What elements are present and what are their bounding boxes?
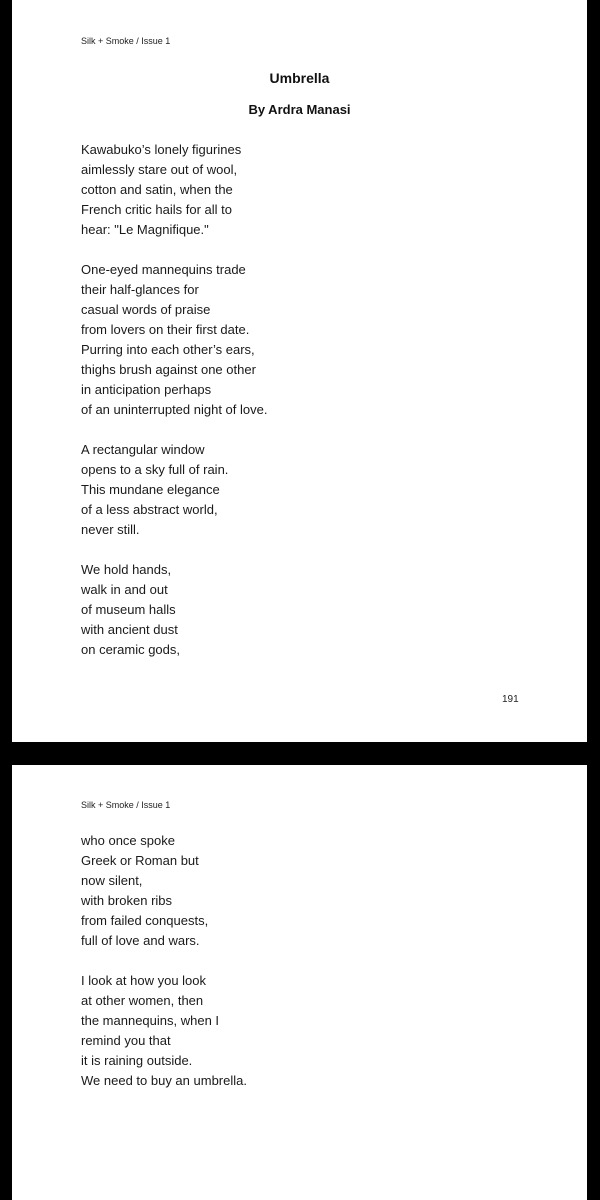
poem-line: I look at how you look [81, 973, 207, 988]
page-191 [12, 0, 587, 742]
poem-line: We hold hands, [81, 562, 172, 577]
poem-line: with broken ribs [81, 893, 173, 908]
poem-line: full of love and wars. [81, 933, 200, 948]
poem-line: aimlessly stare out of wool, [81, 162, 238, 177]
poem-line: We need to buy an umbrella. [81, 1073, 247, 1088]
poem-body [81, 140, 267, 680]
stanza-5 [81, 831, 247, 951]
poem-title: Umbrella [269, 70, 330, 86]
poem-line: A rectangular window [81, 442, 205, 457]
stanza-2 [81, 260, 267, 420]
poem-line: walk in and out [81, 582, 168, 597]
poem-line: with ancient dust [81, 622, 178, 637]
poem-line: never still. [81, 522, 140, 537]
poem-line: Kawabuko’s lonely figurines [81, 142, 242, 157]
stanza-3 [81, 440, 267, 540]
poem-line: One-eyed mannequins trade [81, 262, 246, 277]
poem-line: at other women, then [81, 993, 204, 1008]
poem-line: of a less abstract world, [81, 502, 218, 517]
poem-line: remind you that [81, 1033, 171, 1048]
stanza-4 [81, 560, 267, 660]
poem-line: French critic hails for all to [81, 202, 232, 217]
poem-line: opens to a sky full of rain. [81, 462, 229, 477]
poem-line: in anticipation perhaps [81, 382, 212, 397]
stanza-1 [81, 140, 267, 240]
poem-body [81, 831, 247, 1111]
poem-line: from failed conquests, [81, 913, 209, 928]
poem-line: on ceramic gods, [81, 642, 180, 657]
stanza-6 [81, 971, 247, 1091]
poem-line: from lovers on their first date. [81, 322, 250, 337]
poem-line: who once spoke [81, 833, 175, 848]
running-header: Silk + Smoke / Issue 1 [81, 800, 171, 810]
page-192 [12, 765, 587, 1200]
poem-line: now silent, [81, 873, 143, 888]
poem-line: cotton and satin, when the [81, 182, 233, 197]
poem-line: Purring into each other’s ears, [81, 342, 255, 357]
poem-line: their half-glances for [81, 282, 199, 297]
running-header: Silk + Smoke / Issue 1 [81, 36, 171, 46]
poem-line: thighs brush against one other [81, 362, 256, 377]
poem-author: By Ardra Manasi [248, 102, 351, 117]
page-number: 191 [502, 694, 519, 705]
poem-line: hear: "Le Magnifique." [81, 222, 209, 237]
poem-line: the mannequins, when I [81, 1013, 220, 1028]
poem-line: Greek or Roman but [81, 853, 199, 868]
poem-line: it is raining outside. [81, 1053, 193, 1068]
poem-line: casual words of praise [81, 302, 211, 317]
poem-line: of an uninterrupted night of love. [81, 402, 268, 417]
poem-line: This mundane elegance [81, 482, 220, 497]
poem-line: of museum halls [81, 602, 176, 617]
